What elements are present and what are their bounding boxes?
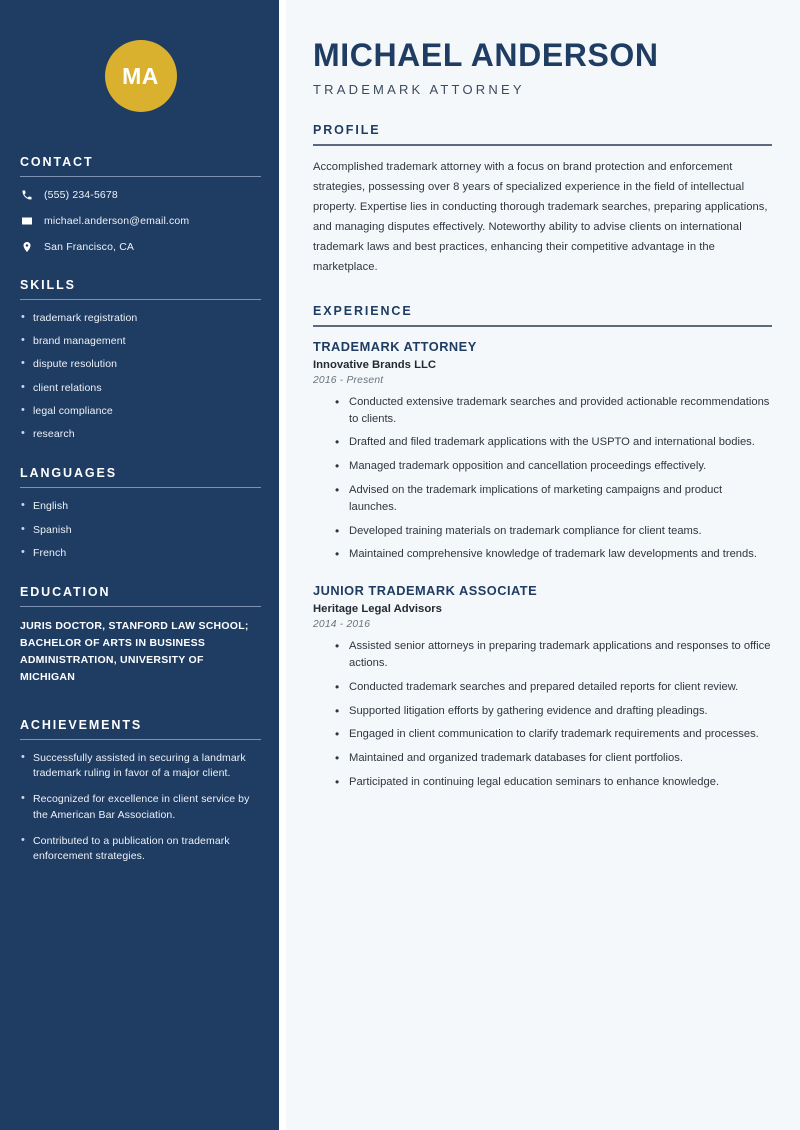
languages-list [20,499,261,561]
experience-entry [313,583,772,791]
list-item: • Spanish [20,523,261,538]
list-item: • trademark registration [20,311,261,326]
list-item: • Conducted extensive trademark searches and provided actionable recommendations to clients. [335,394,772,428]
list-item: • English [20,499,261,514]
list-item: • Maintained and organized trademark databases for client portfolios. [335,750,772,767]
experience-dates: 2016 - Present [313,374,384,386]
list-item: • research [20,427,261,442]
contact-email-text: michael.anderson@email.com [44,215,190,227]
main-content [286,0,800,1130]
sidebar-section-skills [20,278,261,442]
profile-text: Accomplished trademark attorney with a focus on brand protection and enforcement strategies, possessing over 8 years of specialized experience in the field of intellectual property. Expertise lies in conducting thorough trademark searches, preparing applications, and managing disputes effectively. Noteworthy ability to advise clients on international trademark laws and best practices, enhancing their competitive advantage in the marketplace. [313,161,768,273]
experience-bullets [313,638,772,791]
list-item: • Drafted and filed trademark applications with the USPTO and international bodies. [335,434,772,451]
sidebar [0,0,279,1130]
section-experience [313,304,772,791]
education-text: JURIS DOCTOR, STANFORD LAW SCHOOL; BACHELOR OF ARTS IN BUSINESS ADMINISTRATION, UNIVERSITY OF MICHIGAN [20,619,249,683]
list-item: • Assisted senior attorneys in preparing trademark applications and responses to office actions. [335,638,772,672]
sidebar-divider-skills [20,299,261,300]
list-item: • Contributed to a publication on trademark enforcement strategies. [20,834,261,864]
heading-profile: PROFILE [313,123,381,138]
divider-profile [313,144,772,146]
list-item: • Maintained comprehensive knowledge of trademark law developments and trends. [335,546,772,563]
section-profile [313,123,772,278]
list-item: • legal compliance [20,404,261,419]
sidebar-divider-achievements [20,739,261,740]
sidebar-heading-education: EDUCATION [20,584,111,599]
sidebar-divider-education [20,606,261,607]
experience-company: Heritage Legal Advisors [313,603,442,616]
contact-row-location[interactable] [20,240,261,254]
sidebar-section-languages [20,466,261,561]
experience-job-title: TRADEMARK ATTORNEY [313,338,477,354]
achievements-list [20,751,261,864]
list-item: • Developed training materials on trademark compliance for client teams. [335,523,772,540]
page-title: MICHAEL ANDERSON [313,37,659,73]
avatar-container [20,0,261,112]
list-item: • French [20,546,261,561]
contact-row-email[interactable] [20,214,261,228]
experience-bullets [313,394,772,563]
sidebar-section-education [20,585,261,686]
job-subtitle: TRADEMARK ATTORNEY [313,82,525,98]
experience-dates: 2014 - 2016 [313,619,371,631]
list-item: • Managed trademark opposition and cancellation proceedings effectively. [335,458,772,475]
sidebar-heading-achievements: ACHIEVEMENTS [20,717,143,732]
sidebar-divider-contact [20,176,261,177]
phone-icon [20,188,34,202]
experience-job-title: JUNIOR TRADEMARK ASSOCIATE [313,583,538,599]
sidebar-section-contact [20,155,261,254]
list-item: • Participated in continuing legal education seminars to enhance knowledge. [335,774,772,791]
contact-location-text: San Francisco, CA [44,241,135,253]
contact-phone-text: (555) 234-5678 [44,189,118,201]
sidebar-heading-skills: SKILLS [20,278,76,292]
avatar-initials: MA [122,62,159,89]
column-gutter [279,0,286,1130]
list-item: • Conducted trademark searches and prepared detailed reports for client review. [335,679,772,696]
location-pin-icon [20,240,34,254]
sidebar-heading-languages: LANGUAGES [20,466,117,481]
list-item: • brand management [20,334,261,349]
experience-entry [313,339,772,563]
list-item: • Advised on the trademark implications of marketing campaigns and product launches. [335,482,772,516]
list-item: • client relations [20,381,261,396]
experience-company: Innovative Brands LLC [313,358,437,371]
envelope-icon [20,214,34,228]
sidebar-section-achievements [20,718,261,864]
avatar [105,40,177,112]
sidebar-heading-contact: CONTACT [20,155,94,169]
list-item: • Engaged in client communication to clarify trademark requirements and processes. [335,726,772,743]
divider-experience [313,325,772,327]
list-item: • Recognized for excellence in client service by the American Bar Association. [20,792,261,822]
contact-row-phone[interactable] [20,188,261,202]
list-item: • dispute resolution [20,357,261,372]
list-item: • Supported litigation efforts by gathering evidence and drafting pleadings. [335,703,772,720]
heading-experience: EXPERIENCE [313,303,413,318]
list-item: • Successfully assisted in securing a landmark trademark ruling in favor of a major client. [20,751,261,781]
sidebar-divider-languages [20,487,261,488]
skills-list [20,311,261,442]
